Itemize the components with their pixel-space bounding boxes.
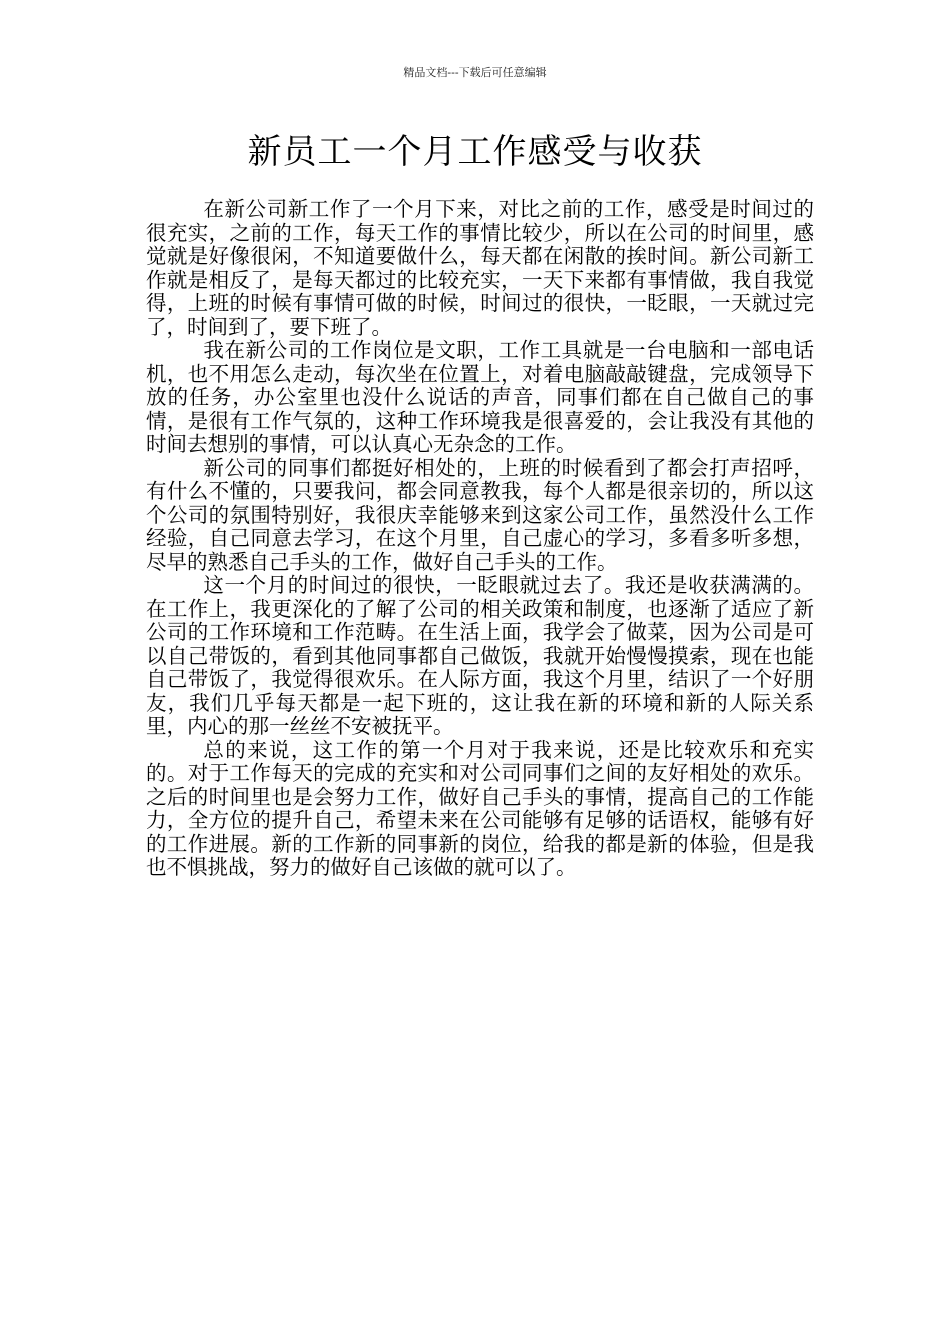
header-note: 精品文档---下载后可任意编辑 [403,66,547,79]
paragraph-1: 在新公司新工作了一个月下来，对比之前的工作，感受是时间过的很充实，之前的工作，每天工作的事情比较少，所以在公司的时间里，感觉就是好像很闲，不知道要做什么，每天都在闲散的挨时间。新公司新工作就是相反了，是每天都过的比较充实，一天下来都有事情做，我自我觉得，上班的时候有事情可做的时候，时间过的很快，一眨眼，一天就过完了，时间到了，要下班了。 [146,197,814,339]
paragraph-3: 新公司的同事们都挺好相处的，上班的时候看到了都会打声招呼，有什么不懂的，只要我问，都会同意教我，每个人都是很亲切的，所以这个公司的氛围特别好，我很庆幸能够来到这家公司工作，虽然没什么工作经验，自己同意去学习，在这个月里，自己虚心的学习，多看多听多想，尽早的熟悉自己手头的工作，做好自己手头的工作。 [146,455,814,574]
paragraph-2: 我在新公司的工作岗位是文职，工作工具就是一台电脑和一部电话机，也不用怎么走动，每次坐在位置上，对着电脑敲敲键盘，完成领导下放的任务，办公室里也没什么说话的声音，同事们都在自己做自己的事情，是很有工作气氛的，这种工作环境我是很喜爱的，会让我没有其他的时间去想别的事情，可以认真心无杂念的工作。 [146,338,814,456]
document-body [146,198,814,880]
paragraph-5: 总的来说，这工作的第一个月对于我来说，还是比较欢乐和充实的。对于工作每天的完成的充实和对公司同事们之间的友好相处的欢乐。之后的时间里也是会努力工作，做好自己手头的事情，提高自己的工作能力，全方位的提升自己，希望未来在公司能够有足够的话语权，能够有好的工作进展。新的工作新的同事新的岗位，给我的都是新的体验，但是我也不惧挑战，努力的做好自己该做的就可以了。 [146,737,814,879]
document-title: 新员工一个月工作感受与收获 [247,132,703,172]
paragraph-4: 这一个月的时间过的很快，一眨眼就过去了。我还是收获满满的。在工作上，我更深化的了解了公司的相关政策和制度，也逐渐了适应了新公司的工作环境和工作范畴。在生活上面，我学会了做菜，因为公司是可以自己带饭的，看到其他同事都自己做饭，我就开始慢慢摸索，现在也能自己带饭了，我觉得很欢乐。在人际方面，我这个月里，结识了一个好朋友，我们几乎每天都是一起下班的，这让我在新的环境和新的人际关系里，内心的那一丝丝不安被抚平。 [146,573,814,738]
